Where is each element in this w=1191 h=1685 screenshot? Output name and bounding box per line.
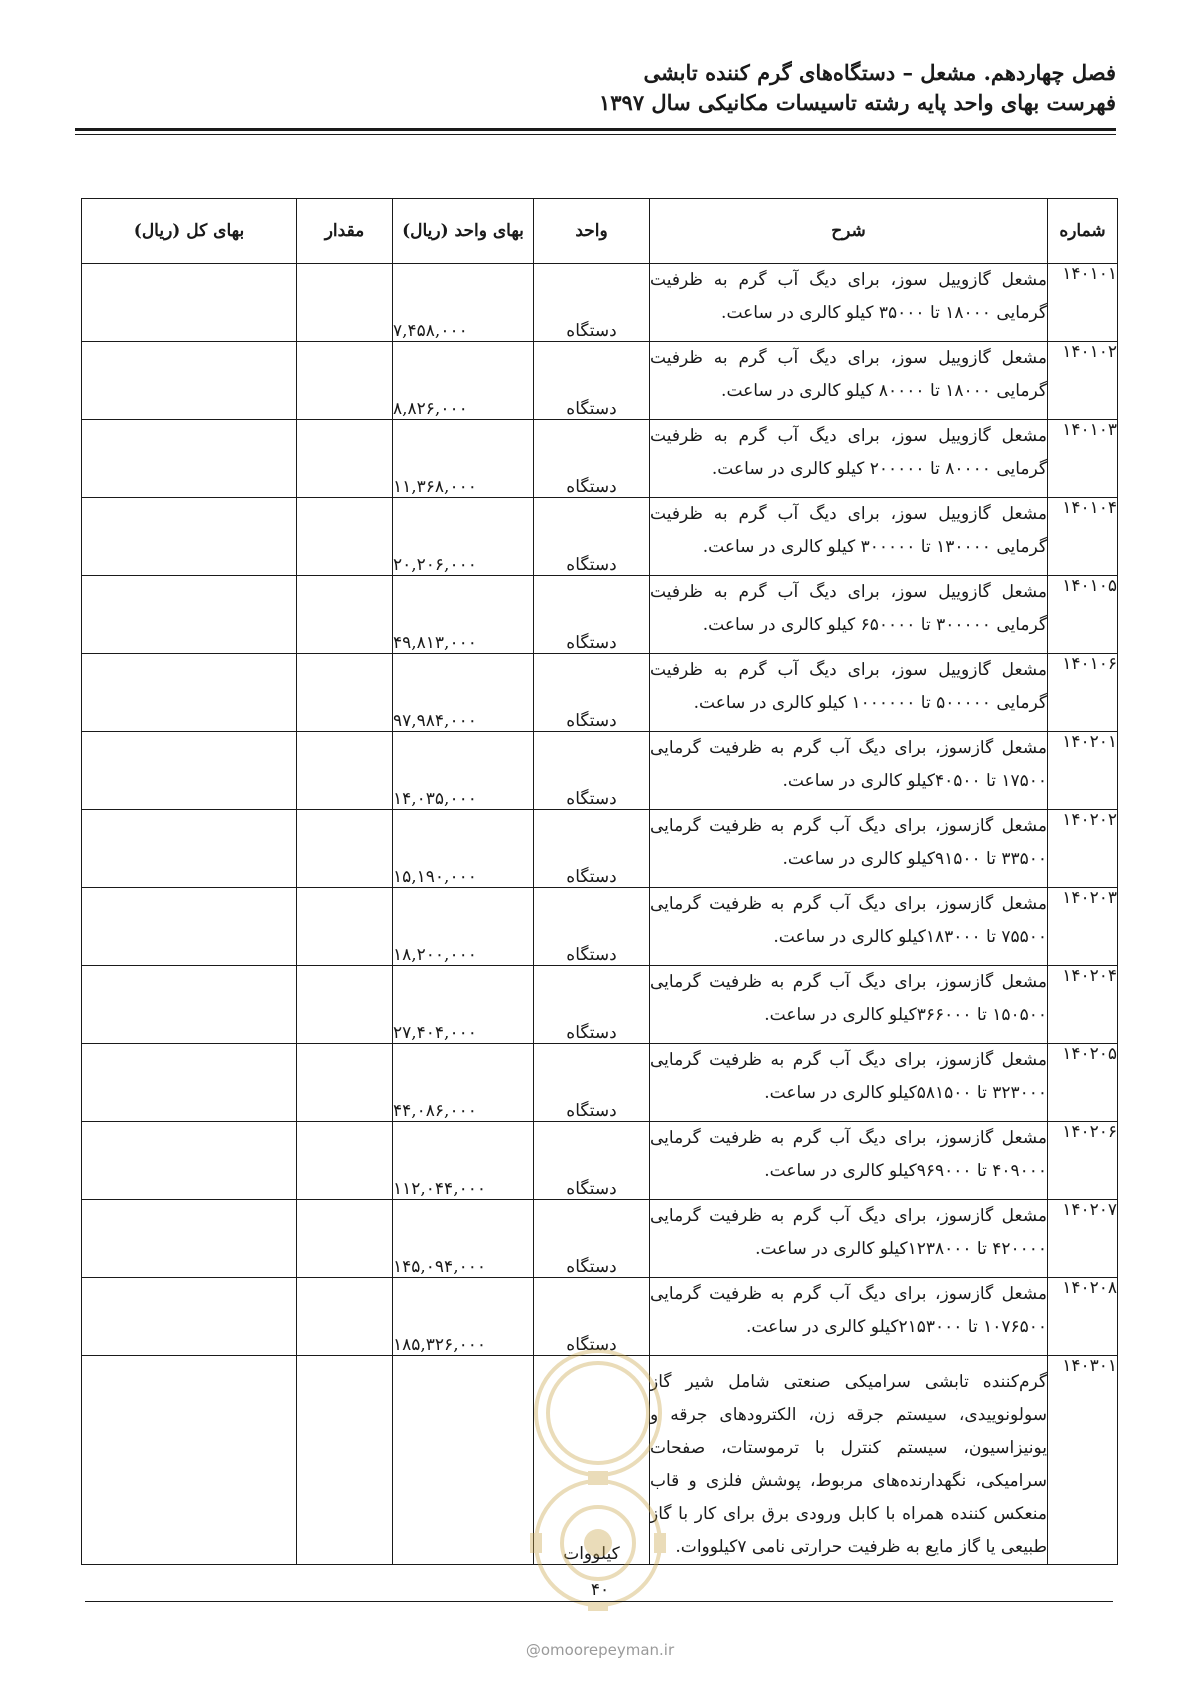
item-description: مشعل گازوییل سوز، برای دیگ آب گرم به ظرفیت گرمایی ۱۸۰۰۰ تا ۳۵۰۰۰ کیلو کالری در ساعت.	[650, 264, 1048, 342]
item-description: مشعل گازسوز، برای دیگ آب گرم به ظرفیت گرمایی ۱۷۵۰۰ تا ۴۰۵۰۰کیلو کالری در ساعت.	[650, 732, 1048, 810]
item-unit: دستگاه	[534, 264, 650, 342]
item-total-price	[82, 342, 297, 420]
item-description: مشعل گازوییل سوز، برای دیگ آب گرم به ظرفیت گرمایی ۸۰۰۰۰ تا ۲۰۰۰۰۰ کیلو کالری در ساعت.	[650, 420, 1048, 498]
item-code: ۱۴۰۳۰۱	[1048, 1356, 1118, 1565]
item-code: ۱۴۰۲۰۳	[1048, 888, 1118, 966]
item-unit-price: ۴۴,۰۸۶,۰۰۰	[393, 1044, 534, 1122]
item-unit: کیلووات	[534, 1356, 650, 1565]
item-unit: دستگاه	[534, 1278, 650, 1356]
table-row	[82, 1278, 1118, 1356]
table-row	[82, 810, 1118, 888]
item-unit: دستگاه	[534, 888, 650, 966]
item-unit: دستگاه	[534, 498, 650, 576]
table-row	[82, 264, 1118, 342]
item-total-price	[82, 732, 297, 810]
item-total-price	[82, 654, 297, 732]
item-code: ۱۴۰۲۰۶	[1048, 1122, 1118, 1200]
item-unit-price: ۱۱,۳۶۸,۰۰۰	[393, 420, 534, 498]
item-unit-price: ۷,۴۵۸,۰۰۰	[393, 264, 534, 342]
item-total-price	[82, 810, 297, 888]
item-code: ۱۴۰۱۰۶	[1048, 654, 1118, 732]
item-description: مشعل گازوییل سوز، برای دیگ آب گرم به ظرفیت گرمایی ۵۰۰۰۰۰ تا ۱۰۰۰۰۰۰ کیلو کالری در ساعت.	[650, 654, 1048, 732]
item-description: مشعل گازسوز، برای دیگ آب گرم به ظرفیت گرمایی ۳۳۵۰۰ تا ۹۱۵۰۰کیلو کالری در ساعت.	[650, 810, 1048, 888]
item-unit-price: ۱۴,۰۳۵,۰۰۰	[393, 732, 534, 810]
table-row	[82, 576, 1118, 654]
table-row	[82, 1044, 1118, 1122]
item-total-price	[82, 888, 297, 966]
item-unit: دستگاه	[534, 342, 650, 420]
item-unit-price	[393, 1356, 534, 1565]
col-total-price-header: بهای کل (ریال)	[82, 199, 297, 264]
item-description: مشعل گازسوز، برای دیگ آب گرم به ظرفیت گرمایی ۱۵۰۵۰۰ تا ۳۶۶۰۰۰کیلو کالری در ساعت.	[650, 966, 1048, 1044]
item-quantity	[297, 342, 393, 420]
item-quantity	[297, 1122, 393, 1200]
item-quantity	[297, 654, 393, 732]
table-row	[82, 498, 1118, 576]
item-total-price	[82, 576, 297, 654]
item-unit-price: ۹۷,۹۸۴,۰۰۰	[393, 654, 534, 732]
item-quantity	[297, 888, 393, 966]
item-total-price	[82, 1278, 297, 1356]
footer-rule	[85, 1601, 1113, 1602]
item-quantity	[297, 576, 393, 654]
table-row	[82, 1122, 1118, 1200]
item-quantity	[297, 810, 393, 888]
item-description: مشعل گازسوز، برای دیگ آب گرم به ظرفیت گرمایی ۴۰۹۰۰۰ تا ۹۶۹۰۰۰کیلو کالری در ساعت.	[650, 1122, 1048, 1200]
page-number: ۴۰	[590, 1580, 610, 1600]
item-total-price	[82, 1356, 297, 1565]
item-quantity	[297, 1044, 393, 1122]
item-code: ۱۴۰۱۰۳	[1048, 420, 1118, 498]
item-code: ۱۴۰۲۰۱	[1048, 732, 1118, 810]
item-code: ۱۴۰۲۰۵	[1048, 1044, 1118, 1122]
item-description: مشعل گازوییل سوز، برای دیگ آب گرم به ظرفیت گرمایی ۱۸۰۰۰ تا ۸۰۰۰۰ کیلو کالری در ساعت.	[650, 342, 1048, 420]
item-unit: دستگاه	[534, 654, 650, 732]
item-code: ۱۴۰۱۰۱	[1048, 264, 1118, 342]
item-unit-price: ۱۴۵,۰۹۴,۰۰۰	[393, 1200, 534, 1278]
col-description-header: شرح	[650, 199, 1048, 264]
item-code: ۱۴۰۲۰۴	[1048, 966, 1118, 1044]
item-total-price	[82, 264, 297, 342]
table-row	[82, 1200, 1118, 1278]
item-code: ۱۴۰۲۰۸	[1048, 1278, 1118, 1356]
item-unit-price: ۱۸۵,۳۲۶,۰۰۰	[393, 1278, 534, 1356]
item-unit: دستگاه	[534, 732, 650, 810]
price-table	[81, 198, 1118, 1565]
item-quantity	[297, 1356, 393, 1565]
item-description: مشعل گازسوز، برای دیگ آب گرم به ظرفیت گرمایی ۳۲۳۰۰۰ تا ۵۸۱۵۰۰کیلو کالری در ساعت.	[650, 1044, 1048, 1122]
col-number-header: شماره	[1048, 199, 1118, 264]
item-quantity	[297, 732, 393, 810]
table-row	[82, 420, 1118, 498]
item-quantity	[297, 498, 393, 576]
table-row	[82, 342, 1118, 420]
item-unit-price: ۱۸,۲۰۰,۰۰۰	[393, 888, 534, 966]
item-total-price	[82, 1122, 297, 1200]
item-code: ۱۴۰۱۰۵	[1048, 576, 1118, 654]
item-description: مشعل گازوییل سوز، برای دیگ آب گرم به ظرفیت گرمایی ۱۳۰۰۰۰ تا ۳۰۰۰۰۰ کیلو کالری در ساعت.	[650, 498, 1048, 576]
col-quantity-header: مقدار	[297, 199, 393, 264]
table-row	[82, 966, 1118, 1044]
item-code: ۱۴۰۱۰۲	[1048, 342, 1118, 420]
item-description: گرم‌کننده تابشی سرامیکی صنعتی شامل شیر گاز سولونوییدی، سیستم جرقه زن، الکترودهای جرقه و یونیزاسیون، سیستم کنترل با ترموستات، صفحات سرامیکی، نگهدارنده‌های مربوط، پوشش فلزی و قاب منعکس کننده همراه با کابل ورودی برق برای کار با گاز طبیعی یا گاز مایع به ظرفیت حرارتی نامی ۷کیلووات.	[650, 1356, 1048, 1565]
website-watermark: @omoorepeyman.ir	[525, 1641, 675, 1659]
item-quantity	[297, 420, 393, 498]
item-unit-price: ۱۱۲,۰۴۴,۰۰۰	[393, 1122, 534, 1200]
item-unit: دستگاه	[534, 1200, 650, 1278]
item-total-price	[82, 1044, 297, 1122]
item-unit: دستگاه	[534, 1122, 650, 1200]
col-unit-header: واحد	[534, 199, 650, 264]
col-unit-price-header: بهای واحد (ریال)	[393, 199, 534, 264]
item-description: مشعل گازسوز، برای دیگ آب گرم به ظرفیت گرمایی ۴۲۰۰۰۰ تا ۱۲۳۸۰۰۰کیلو کالری در ساعت.	[650, 1200, 1048, 1278]
item-quantity	[297, 1278, 393, 1356]
item-unit-price: ۸,۸۲۶,۰۰۰	[393, 342, 534, 420]
item-unit: دستگاه	[534, 1044, 650, 1122]
item-unit: دستگاه	[534, 966, 650, 1044]
item-total-price	[82, 966, 297, 1044]
chapter-title: فصل چهاردهم. مشعل – دستگاه‌های گرم کننده تابشی	[643, 60, 1116, 85]
item-quantity	[297, 1200, 393, 1278]
table-row	[82, 732, 1118, 810]
item-description: مشعل گازوییل سوز، برای دیگ آب گرم به ظرفیت گرمایی ۳۰۰۰۰۰ تا ۶۵۰۰۰۰ کیلو کالری در ساعت.	[650, 576, 1048, 654]
item-quantity	[297, 966, 393, 1044]
header-rule-thin	[75, 134, 1116, 135]
item-unit-price: ۲۰,۲۰۶,۰۰۰	[393, 498, 534, 576]
table-row	[82, 1356, 1118, 1565]
item-quantity	[297, 264, 393, 342]
item-unit-price: ۴۹,۸۱۳,۰۰۰	[393, 576, 534, 654]
table-row	[82, 888, 1118, 966]
item-code: ۱۴۰۲۰۷	[1048, 1200, 1118, 1278]
item-code: ۱۴۰۱۰۴	[1048, 498, 1118, 576]
item-description: مشعل گازسوز، برای دیگ آب گرم به ظرفیت گرمایی ۷۵۵۰۰ تا ۱۸۳۰۰۰کیلو کالری در ساعت.	[650, 888, 1048, 966]
header-rule-thick	[75, 128, 1116, 131]
item-unit-price: ۱۵,۱۹۰,۰۰۰	[393, 810, 534, 888]
item-total-price	[82, 1200, 297, 1278]
table-header-row	[82, 199, 1118, 264]
item-total-price	[82, 420, 297, 498]
table-row	[82, 654, 1118, 732]
item-code: ۱۴۰۲۰۲	[1048, 810, 1118, 888]
list-title: فهرست بهای واحد پایه رشته تاسیسات مکانیکی سال ۱۳۹۷	[598, 90, 1116, 115]
item-unit: دستگاه	[534, 810, 650, 888]
page-header	[76, 58, 1116, 118]
item-total-price	[82, 498, 297, 576]
item-description: مشعل گازسوز، برای دیگ آب گرم به ظرفیت گرمایی ۱۰۷۶۵۰۰ تا ۲۱۵۳۰۰۰کیلو کالری در ساعت.	[650, 1278, 1048, 1356]
item-unit: دستگاه	[534, 576, 650, 654]
item-unit-price: ۲۷,۴۰۴,۰۰۰	[393, 966, 534, 1044]
item-unit: دستگاه	[534, 420, 650, 498]
